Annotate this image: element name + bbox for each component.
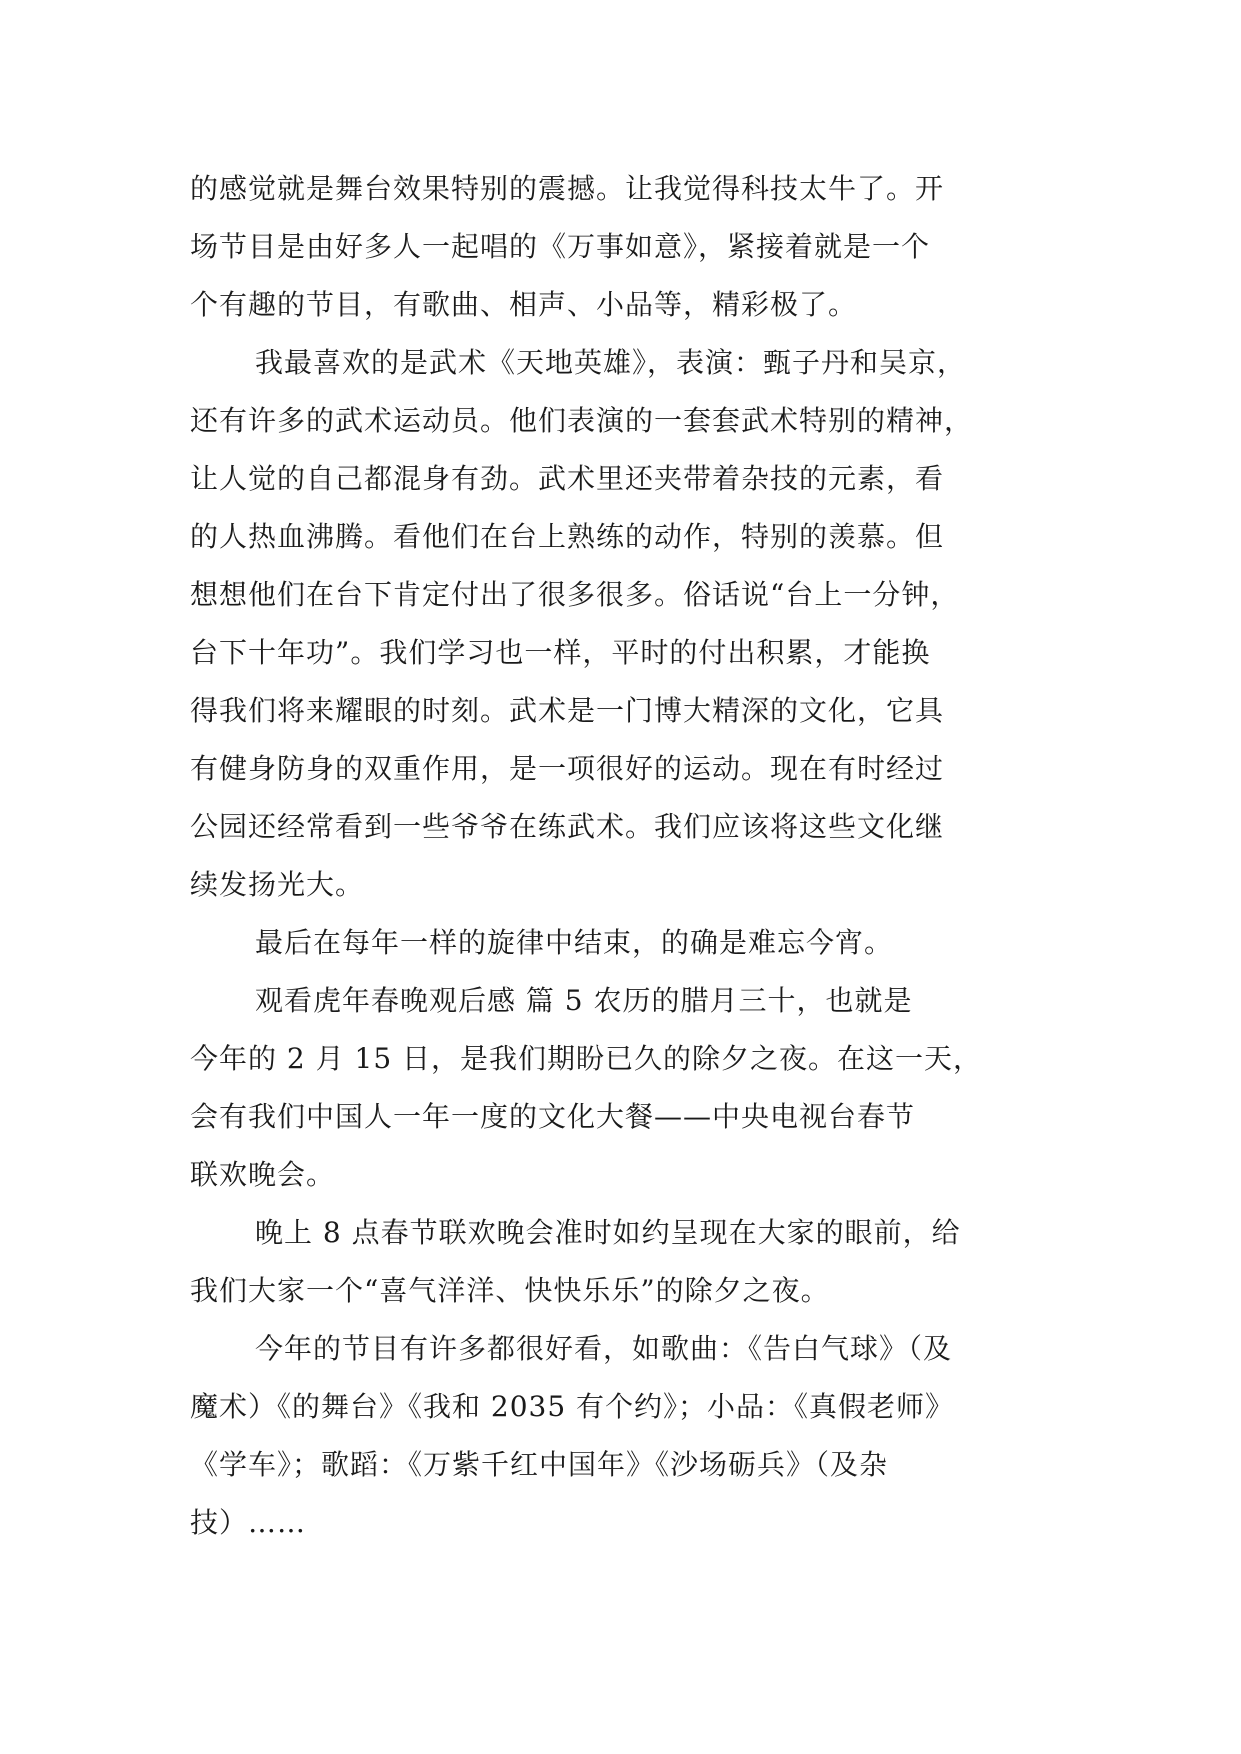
- document-body: [190, 160, 1050, 1552]
- text-line: 场节目是由好多人一起唱的《万事如意》，紧接着就是一个: [190, 230, 931, 263]
- paragraph-start-line: 最后在每年一样的旋律中结束，的确是难忘今宵。: [255, 926, 894, 959]
- paragraph-start-line: 我最喜欢的是武术《天地英雄》，表演：甄子丹和吴京，: [255, 346, 967, 379]
- paragraph-start-line: 晚上 8 点春节联欢晚会准时如约呈现在大家的眼前，给: [255, 1216, 961, 1249]
- text-line: 台下十年功”。我们学习也一样，平时的付出积累，才能换: [190, 636, 931, 669]
- text-line: 会有我们中国人一年一度的文化大餐——中央电视台春节: [190, 1100, 916, 1133]
- text-line: 魔术）《的舞台》《我和 2035 有个约》；小品：《真假老师》: [190, 1390, 955, 1423]
- text-line: 想想他们在台下肯定付出了很多很多。俗话说“台上一分钟，: [190, 578, 960, 611]
- text-line: 今年的 2 月 15 日，是我们期盼已久的除夕之夜。在这一天，: [190, 1042, 983, 1075]
- text-line: 个有趣的节目，有歌曲、相声、小品等，精彩极了。: [190, 288, 858, 321]
- text-line: 的人热血沸腾。看他们在台上熟练的动作，特别的羡慕。但: [190, 520, 945, 553]
- text-line: 的感觉就是舞台效果特别的震撼。让我觉得科技太牛了。开: [190, 172, 945, 205]
- text-line: 续发扬光大。: [190, 868, 365, 901]
- paragraph-start-line: 今年的节目有许多都很好看，如歌曲：《告白气球》（及: [255, 1332, 953, 1365]
- text-line: 《学车》；歌蹈：《万紫千红中国年》《沙场砺兵》（及杂: [190, 1448, 889, 1481]
- text-line: 公园还经常看到一些爷爷在练武术。我们应该将这些文化继: [190, 810, 945, 843]
- text-line: 让人觉的自己都混身有劲。武术里还夹带着杂技的元素，看: [190, 462, 945, 495]
- paragraph-start-line: 观看虎年春晚观后感 篇 5 农历的腊月三十，也就是: [255, 984, 913, 1017]
- text-line: 我们大家一个“喜气洋洋、快快乐乐”的除夕之夜。: [190, 1274, 830, 1307]
- text-line: 还有许多的武术运动员。他们表演的一套套武术特别的精神，: [190, 404, 974, 437]
- text-line: 有健身防身的双重作用，是一项很好的运动。现在有时经过: [190, 752, 945, 785]
- text-line: 技）……: [190, 1506, 307, 1539]
- text-line: 联欢晚会。: [190, 1158, 336, 1191]
- text-line: 得我们将来耀眼的时刻。武术是一门博大精深的文化，它具: [190, 694, 945, 727]
